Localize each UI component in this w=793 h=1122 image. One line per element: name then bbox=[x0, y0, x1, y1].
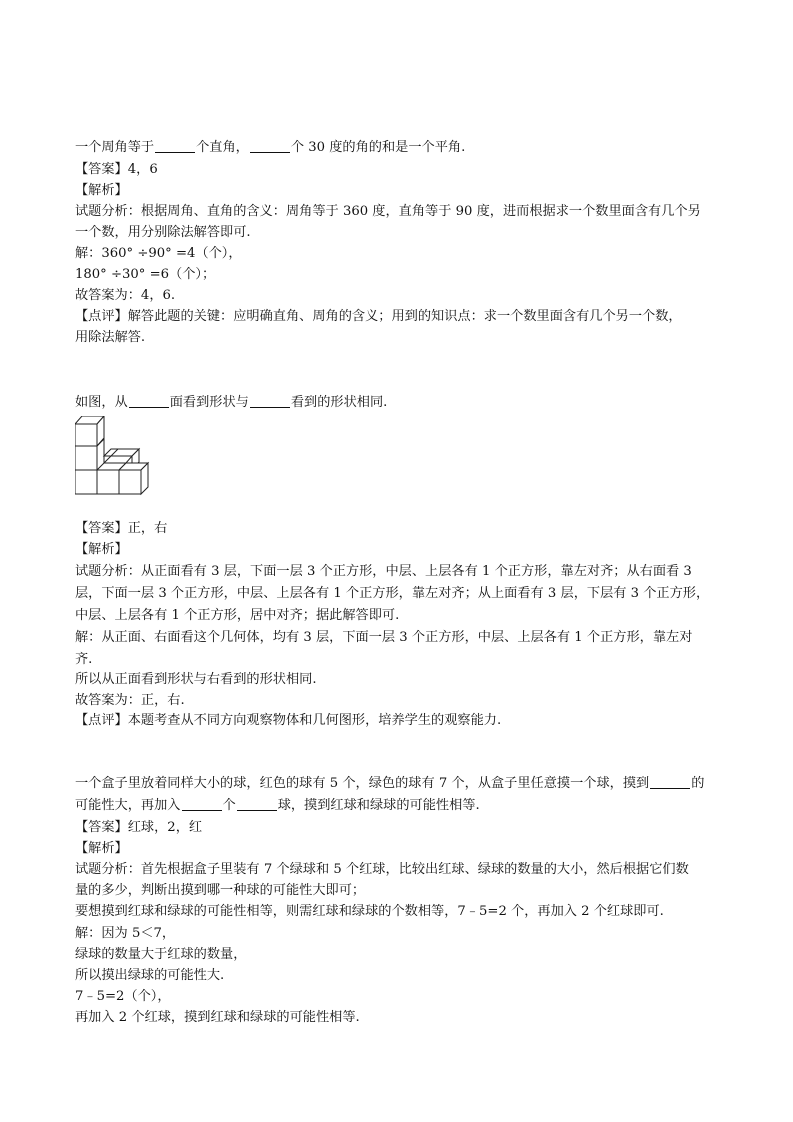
q3-stem-text-2c: 球，摸到红球和绿球的可能性相等. bbox=[277, 798, 480, 813]
q2-stem-text-a: 如图，从 bbox=[75, 395, 128, 410]
cube-front-bottom-2 bbox=[97, 470, 119, 494]
q3-stem-text-1b: 的 bbox=[691, 776, 705, 791]
cube-front-bottom-1 bbox=[75, 470, 97, 494]
q1-stem-text-a: 一个周角等于 bbox=[75, 140, 155, 155]
cube-front-upper bbox=[75, 424, 97, 446]
cube-front-middle bbox=[75, 446, 97, 470]
q1-stem-text-c: 个 30 度的角的和是一个平角. bbox=[290, 140, 466, 155]
q2-comment bbox=[75, 711, 501, 731]
q2-solution-line-1: 解：从正面、右面看这个几何体，均有 3 层，下面一层 3 个正方形，中层、上层各有 1 个正方形，靠左对 bbox=[75, 630, 693, 645]
q3-solution-line-2: 绿球的数量大于红球的数量， bbox=[75, 947, 247, 962]
q1-solution-line-1: 解：360° ÷90° =4（个）， bbox=[75, 246, 242, 261]
q1-analysis-label: 【解析】 bbox=[75, 183, 128, 198]
q1-solution-line-2: 180° ÷30° =6（个）； bbox=[75, 267, 216, 282]
cube-front-bottom-3 bbox=[119, 470, 141, 494]
q1-answer bbox=[75, 160, 158, 180]
q3-analysis-line-2: 量的多少，判断出摸到哪一种球的可能性大即可； bbox=[75, 883, 366, 898]
q2-answer bbox=[75, 519, 167, 539]
q2-comment-label: 【点评】 bbox=[75, 713, 128, 728]
q2-solution-line-3: 所以从正面看到形状与右看到的形状相同. bbox=[75, 672, 317, 687]
q3-analysis-line-3: 要想摸到红球和绿球的可能性相等，则需红球和绿球的个数相等，7﹣5=2 个，再加入 2 个红球即可. bbox=[75, 904, 664, 919]
q3-analysis-label: 【解析】 bbox=[75, 841, 128, 856]
q2-stem-text-b: 面看到形状与 bbox=[169, 395, 249, 410]
q2-analysis-line-3: 中层、上层各有 1 个正方形，居中对齐；据此解答即可. bbox=[75, 608, 400, 623]
q3-answer-label: 【答案】 bbox=[75, 820, 128, 835]
q3-solution-line-5: 再加入 2 个红球，摸到红球和绿球的可能性相等. bbox=[75, 1010, 360, 1025]
q1-comment-text: 解答此题的关键：应明确直角、周角的含义；用到的知识点：求一个数里面含有几个另一个数， bbox=[127, 309, 682, 324]
q2-answer-value: 正，右 bbox=[127, 521, 168, 536]
q1-answer-value: 4，6 bbox=[127, 162, 158, 177]
cube-stack-figure bbox=[75, 416, 153, 496]
q2-analysis-line-1: 试题分析：从正面看有 3 层，下面一层 3 个正方形，中层、上层各有 1 个正方形，靠左对齐；从右面看 3 bbox=[75, 564, 692, 579]
q1-comment-line-2: 用除法解答. bbox=[75, 330, 146, 345]
q3-stem-text-1a: 一个盒子里放着同样大小的球，红色的球有 5 个，绿色的球有 7 个，从盒子里任意摸一个球，摸到 bbox=[75, 776, 650, 791]
q3-solution-line-4: 7﹣5=2（个）， bbox=[75, 989, 171, 1004]
q3-blank-2 bbox=[182, 796, 222, 811]
q3-stem-line-2 bbox=[75, 796, 480, 816]
q2-stem-text-c: 看到的形状相同. bbox=[290, 395, 388, 410]
q3-answer-value: 红球，2，红 bbox=[127, 820, 203, 835]
q3-solution-line-3: 所以摸出绿球的可能性大. bbox=[75, 968, 225, 983]
q3-stem-text-2b: 个 bbox=[222, 798, 236, 813]
q1-blank-1 bbox=[155, 138, 195, 153]
q2-comment-text: 本题考查从不同方向观察物体和几何图形，培养学生的观察能力. bbox=[127, 713, 502, 728]
q2-analysis-line-2: 层，下面一层 3 个正方形，中层、上层各有 1 个正方形，靠左对齐；从上面看有 3 层，下层有 3 个正方形， bbox=[75, 586, 710, 601]
q2-blank-1 bbox=[129, 393, 169, 408]
q3-answer bbox=[75, 818, 202, 838]
q1-blank-2 bbox=[250, 138, 290, 153]
q2-solution-line-2: 齐. bbox=[75, 652, 93, 667]
q3-solution-line-1: 解：因为 5＜7， bbox=[75, 926, 176, 941]
q3-analysis-line-1: 试题分析：首先根据盒子里装有 7 个绿球和 5 个红球，比较出红球、绿球的数量的大小，然后根据它们数 bbox=[75, 862, 689, 877]
q1-stem bbox=[75, 138, 465, 158]
q1-analysis-line-2: 一个数，用分别除法解答即可. bbox=[75, 225, 251, 240]
q1-analysis-line-1: 试题分析：根据周角、直角的含义：周角等于 360 度，直角等于 90 度，进而根据求一个数里面含有几个另 bbox=[75, 204, 701, 219]
q1-answer-label: 【答案】 bbox=[75, 162, 128, 177]
q1-stem-text-b: 个直角， bbox=[196, 140, 249, 155]
q2-conclusion: 故答案为：正，右. bbox=[75, 693, 185, 708]
q2-stem bbox=[75, 393, 387, 413]
q2-analysis-label: 【解析】 bbox=[75, 542, 128, 557]
q3-blank-3 bbox=[237, 796, 277, 811]
q3-blank-1 bbox=[650, 774, 690, 789]
q2-answer-label: 【答案】 bbox=[75, 521, 128, 536]
q2-blank-2 bbox=[250, 393, 290, 408]
q3-stem-text-2a: 可能性大，再加入 bbox=[75, 798, 181, 813]
q3-stem-line-1 bbox=[75, 774, 704, 794]
q1-comment bbox=[75, 307, 682, 327]
q1-comment-label: 【点评】 bbox=[75, 309, 128, 324]
q1-conclusion: 故答案为：4，6. bbox=[75, 288, 176, 303]
